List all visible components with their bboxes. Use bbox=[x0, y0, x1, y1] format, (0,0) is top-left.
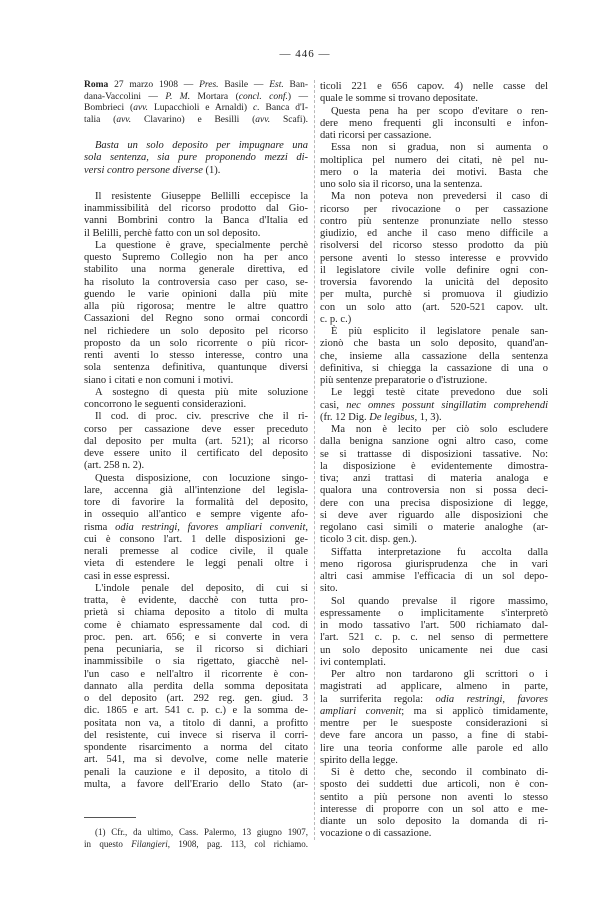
text-line: Ma non è lecito per ciò solo escludere bbox=[331, 424, 548, 435]
paragraph bbox=[320, 81, 548, 106]
text-segment: Filangieri bbox=[131, 838, 168, 849]
text-line: quale le somme si trovano depositate. bbox=[320, 93, 479, 105]
text-segment: P. M. bbox=[165, 91, 191, 102]
text-line: sentito a più persone non aventi lo stesso bbox=[320, 791, 548, 803]
text-segment: Bombrieci ( bbox=[84, 103, 134, 113]
text-line: prietà si chiama deposito a titolo di multa bbox=[84, 607, 308, 619]
text-line: vieta di estendere le leggi penali oltre i bbox=[84, 558, 308, 570]
text-line: il Belilli, perchè fatto con un sol deposito. bbox=[84, 227, 261, 239]
text-segment: Mortara ( bbox=[190, 91, 239, 102]
text-line: per multa, purchè si promuova il giudizio bbox=[320, 289, 548, 301]
text-line: uno solo sia il ricorso, una la sentenza. bbox=[320, 179, 483, 190]
paragraph bbox=[84, 473, 308, 583]
text-line: vanni Bombrini contro la Banca d'Italia ed bbox=[84, 215, 308, 227]
footnote bbox=[84, 827, 308, 850]
text-line: dati ricorsi per cassazione. bbox=[320, 130, 432, 141]
text-line: vocazione o di cassazione. bbox=[320, 828, 432, 840]
text-line: con un solo atto (art. 520-521 capov. ult. bbox=[320, 301, 548, 313]
footnote-rule bbox=[84, 817, 136, 818]
page-number: — 446 — bbox=[279, 48, 331, 60]
paragraph bbox=[84, 240, 308, 387]
text-line: Le leggi testè citate prevedono due soli bbox=[331, 387, 548, 399]
text-line: giudizio, ed anche il caso meno difficile a bbox=[320, 228, 548, 239]
text-line: alla più rigorosa; mentre le altre quattro bbox=[84, 301, 308, 312]
text-line: meno rigorosa giurisprudenza che in vari bbox=[320, 558, 548, 570]
paragraph bbox=[320, 387, 548, 424]
text-line: lire una teoria conforme alle parole ed allo bbox=[320, 742, 548, 754]
text-line: concorrono le seguenti considerazioni. bbox=[84, 399, 247, 410]
text-line: Questa disposizione, con locuzione singo- bbox=[95, 472, 308, 484]
text-line: altri casi ammise l'efficacia di un sol depo- bbox=[320, 571, 548, 582]
text-line: mentre per le suesposte considerazioni si bbox=[320, 718, 548, 729]
text-line: definitiva, si chiegga la cassazione di una o bbox=[320, 362, 548, 374]
paragraph bbox=[320, 547, 548, 596]
text-line: dal deposito per multa (art. 521); al ricorso bbox=[84, 435, 308, 447]
paragraph bbox=[320, 326, 548, 387]
text-line: La questione è grave, specialmente perchè bbox=[95, 239, 308, 251]
text-line: lare, accenna già all'intenzione del legisla- bbox=[84, 484, 308, 496]
text-segment: dana-Vaccolini — bbox=[84, 91, 166, 102]
text-line: il legislatore civile volle definire ogni con- bbox=[320, 264, 548, 276]
text-line: positata non va, a titolo di danni, a profitto bbox=[84, 717, 308, 729]
paragraph bbox=[320, 767, 548, 841]
text-line: troversia favorendo la unicità del deposito bbox=[320, 277, 548, 288]
text-segment: Clavarino) e Besilli ( bbox=[131, 114, 256, 125]
text-line: in ossequio all'antico e sempre vigente afo- bbox=[84, 509, 308, 521]
column-divider bbox=[314, 80, 315, 840]
text-line: proc. pen. art. 656; e si converte in vera bbox=[84, 631, 308, 643]
right-body-text bbox=[320, 81, 548, 841]
text-segment: risma bbox=[84, 521, 116, 533]
text-segment: sola sentenza, sia pure proponendo mezzi di- bbox=[84, 152, 308, 164]
text-segment: odia restringi, favores bbox=[435, 693, 548, 705]
text-line: pena pecuniaria, se il ricorso si dichiari bbox=[84, 644, 308, 655]
text-segment: avv. bbox=[116, 114, 132, 125]
text-line: interesse di proporre con un sol atto e me- bbox=[320, 803, 548, 815]
text-line: dannato alla perdita della somma depositata bbox=[84, 680, 308, 692]
text-line: c. p. c.) bbox=[320, 313, 352, 325]
text-segment: ) — bbox=[287, 91, 309, 102]
text-line: dic. 1865 e art. 541 c. p. c.) e la somma de- bbox=[84, 705, 308, 717]
text-line: qualora una controversia non si possa deci- bbox=[320, 485, 548, 497]
text-line bbox=[320, 694, 548, 706]
text-line bbox=[320, 412, 548, 424]
text-segment: concl. conf. bbox=[238, 91, 288, 102]
text-segment: in questo bbox=[84, 838, 132, 849]
text-line: spondente risarcimento a norma del citato bbox=[84, 742, 308, 753]
text-segment: Banca d'I- bbox=[259, 103, 309, 113]
text-segment: c. bbox=[253, 103, 260, 113]
text-line: sola sentenza definitiva, quantunque diversi bbox=[84, 362, 308, 374]
text-segment: , 1908, pag. 113, col richiamo. bbox=[167, 838, 308, 849]
text-segment: Lupacchioli e Arnaldi) bbox=[148, 103, 254, 113]
text-line: multa, a favore dell'Erario dello Stato (ar- bbox=[84, 778, 308, 790]
text-line: mero o la materia dei motivi. Basta che bbox=[320, 166, 548, 178]
text-line: tore di favorire la formalità del deposito, bbox=[84, 497, 308, 508]
text-line: come è chiamato espressamente dal cod. di bbox=[84, 619, 308, 631]
text-segment: versi contro persone diverse bbox=[84, 164, 203, 176]
text-line: espressamente o implicitamente s'interpretò bbox=[320, 607, 548, 619]
text-line bbox=[320, 706, 548, 718]
text-line: l'art. 521 c. p. c. nel senso di permettere bbox=[320, 632, 548, 644]
text-segment: (1). bbox=[202, 164, 221, 176]
text-segment: , bbox=[305, 521, 308, 533]
text-line: più sentenze preparatorie o d'istruzione. bbox=[320, 375, 488, 386]
text-line: corso per cassazione deve esser preceduto bbox=[84, 423, 308, 435]
text-line: guendo le varie opinioni dalla più mite bbox=[84, 288, 308, 300]
case-summary bbox=[84, 140, 308, 177]
text-line: un solo deposito unicamente nei due casi bbox=[320, 644, 548, 656]
text-line: sito. bbox=[320, 583, 338, 595]
text-line: l'un caso e nell'altro il ricorrente è con- bbox=[84, 668, 308, 680]
text-line bbox=[84, 839, 308, 851]
text-line: stabilito una norma generale direttiva, ed bbox=[84, 264, 308, 276]
text-segment: la surriferita regola: bbox=[320, 693, 436, 705]
text-line: ticoli 221 e 656 capov. 4) nelle casse del bbox=[320, 81, 548, 92]
left-column bbox=[84, 80, 308, 850]
paragraph bbox=[320, 669, 548, 767]
text-line: Sol quando prevalse il rigore massimo, bbox=[331, 595, 548, 607]
text-line: nerali premesse al codice civile, il quale bbox=[84, 546, 308, 557]
right-column bbox=[320, 81, 548, 841]
text-line: tiva; anzi trattasi di materia analoga e bbox=[320, 473, 548, 484]
text-segment: avv. bbox=[255, 114, 271, 125]
text-line: la disposizione è evidentemente dimostra- bbox=[320, 460, 548, 472]
text-segment: ampliari convenit bbox=[320, 705, 402, 717]
text-line: art. 541, ma si devolve, come nelle materie bbox=[84, 754, 308, 766]
text-line: se si trattasse di disposizioni tassative. No: bbox=[320, 448, 548, 460]
text-line: persone aventi lo stesso interesse e provvido bbox=[320, 252, 548, 264]
paragraph bbox=[84, 583, 308, 791]
text-line: spirito della legge. bbox=[320, 754, 398, 766]
text-line: proposto da un solo ricorrente o più ricor- bbox=[84, 337, 308, 349]
text-line: o del deposito (art. 292 reg. gen. giud. 3 bbox=[84, 693, 308, 704]
text-line: Per altro non tardarono gli scrittori o i bbox=[331, 669, 548, 680]
text-line: Si è detto che, secondo il combinato di- bbox=[331, 767, 548, 778]
paragraph bbox=[84, 411, 308, 472]
text-line bbox=[320, 400, 548, 412]
text-line: penali la cauzione e il deposito, a titolo di bbox=[84, 766, 308, 778]
paragraph bbox=[84, 387, 308, 412]
text-segment: De legibus bbox=[369, 411, 415, 423]
text-segment: Ban- bbox=[283, 80, 308, 90]
text-line: Questa pena ha per scopo d'evitare o ren- bbox=[331, 105, 548, 117]
text-line: moltiplica pel numero dei citati, nè pel nu- bbox=[320, 154, 548, 166]
text-line bbox=[84, 115, 308, 127]
text-segment: odia restringi, favores ampliari convenit bbox=[115, 521, 306, 533]
text-segment: Pres. bbox=[199, 80, 219, 90]
paragraph bbox=[320, 596, 548, 670]
text-line: sposto dei suddetti due articoli, non è con- bbox=[320, 779, 548, 791]
text-line bbox=[84, 80, 308, 92]
text-line: È più esplicito il legislatore penale san- bbox=[331, 326, 548, 337]
text-line: (1) Cfr., da ultimo, Cass. Palermo, 13 giugno 1907, bbox=[95, 827, 308, 837]
text-line: diante un solo deposito la domanda di ri- bbox=[320, 816, 548, 827]
text-line: cui è consono l'art. 1 delle disposizioni ge- bbox=[84, 533, 308, 545]
text-line: contro più sentenze pronunziate nello stesso bbox=[320, 215, 548, 227]
text-line: si deve aver riguardo alle disposizioni che bbox=[320, 509, 548, 521]
text-line: che, insieme alla cassazione della sentenza bbox=[320, 350, 548, 362]
text-line: siano i citati e non comuni i motivi. bbox=[84, 374, 234, 386]
paragraph bbox=[84, 191, 308, 240]
text-line bbox=[84, 140, 308, 152]
left-body-text bbox=[84, 191, 308, 791]
text-line: nel richiedere un solo deposito pel ricorso bbox=[84, 325, 308, 337]
text-line: ricorso per rivocazione o per cassazione bbox=[320, 203, 548, 215]
text-segment: ; ma si applicò timidamente, bbox=[401, 705, 548, 717]
text-segment: (fr. 12 Dig. bbox=[320, 411, 370, 423]
paragraph bbox=[320, 191, 548, 326]
case-header bbox=[84, 80, 308, 126]
text-line: magistrati ad applicare, almeno in parte, bbox=[320, 681, 548, 693]
text-line: Il cod. di proc. civ. prescrive che il ri- bbox=[95, 411, 308, 423]
text-line bbox=[84, 152, 308, 164]
text-line: (art. 258 n. 2). bbox=[84, 460, 145, 472]
text-line: risolversi del ricorso stesso prodotto da più bbox=[320, 240, 548, 252]
text-line: regolano casi simili o materie analoghe (ar- bbox=[320, 522, 548, 533]
text-line bbox=[84, 522, 308, 534]
text-line: ha risoluto la controversia caso per caso, se- bbox=[84, 276, 308, 288]
text-line: Siffatta interpretazione fu accolta dalla bbox=[331, 546, 548, 558]
paragraph bbox=[320, 424, 548, 547]
text-line: del resistente, cui invece si riserva il corri- bbox=[84, 729, 308, 741]
text-line: A sostegno di questa più mite soluzione bbox=[95, 386, 308, 398]
text-segment: Roma bbox=[84, 80, 109, 90]
text-segment: 27 marzo 1908 — bbox=[108, 80, 200, 90]
text-line: tratta, è evidente, dacchè con tutta pro- bbox=[84, 595, 308, 606]
text-line: inammissibilità del ricorso prodotto dal Gio- bbox=[84, 203, 308, 214]
text-segment: Scafi). bbox=[270, 114, 308, 125]
text-segment: avv. bbox=[133, 103, 149, 113]
text-line: zionò che basta un solo deposito, quand'an- bbox=[320, 338, 548, 350]
text-line: Ma non poteva non prevedersi il caso di bbox=[331, 191, 548, 203]
text-segment: casi, bbox=[320, 399, 347, 411]
text-line: in modo tassativo l'art. 500 richiamato dal- bbox=[320, 620, 548, 631]
text-line: inammissibile o sia rigettato, giacchè nel- bbox=[84, 656, 308, 668]
text-line: dere meno frequenti gli inconsulti e infon- bbox=[320, 117, 548, 129]
text-line bbox=[84, 103, 308, 115]
text-segment: nec omnes possunt singillatim comprehendi bbox=[346, 399, 549, 411]
text-line: ivi contemplati. bbox=[320, 656, 386, 668]
text-line bbox=[84, 165, 308, 177]
text-line: questo Supremo Collegio non ha per anco bbox=[84, 252, 308, 263]
text-line: casi in esse espressi. bbox=[84, 570, 170, 582]
text-line: dalla benigna sanzione ogni altro caso, come bbox=[320, 436, 548, 448]
text-line: ticolo 3 cit. disp. gen.). bbox=[320, 534, 417, 546]
text-line: renti aventi lo stesso interesse, contro una bbox=[84, 350, 308, 361]
text-line: deve fare ancora un passo, a fine di stabi- bbox=[320, 730, 548, 742]
text-line: L'indole penale del deposito, di cui si bbox=[95, 582, 308, 594]
text-segment: Est. bbox=[269, 80, 284, 90]
text-segment: Basile — bbox=[218, 80, 270, 90]
paragraph bbox=[320, 142, 548, 191]
text-line: Cassazioni del Regno sono ormai concordi bbox=[84, 313, 308, 325]
text-line bbox=[84, 92, 308, 104]
text-line: dere con una precisa disposizione di legge, bbox=[320, 497, 548, 509]
text-line: Il resistente Giuseppe Bellilli eccepisce la bbox=[95, 190, 308, 202]
text-line: deve essere unito il certificato del deposito bbox=[84, 448, 308, 459]
text-line: Essa non si gradua, non si aumenta o bbox=[331, 142, 548, 154]
text-segment: talia ( bbox=[84, 114, 117, 125]
text-segment: Basta un solo deposito per impugnare una bbox=[95, 140, 308, 151]
text-segment: , 1, 3). bbox=[414, 411, 442, 423]
paragraph bbox=[320, 106, 548, 143]
